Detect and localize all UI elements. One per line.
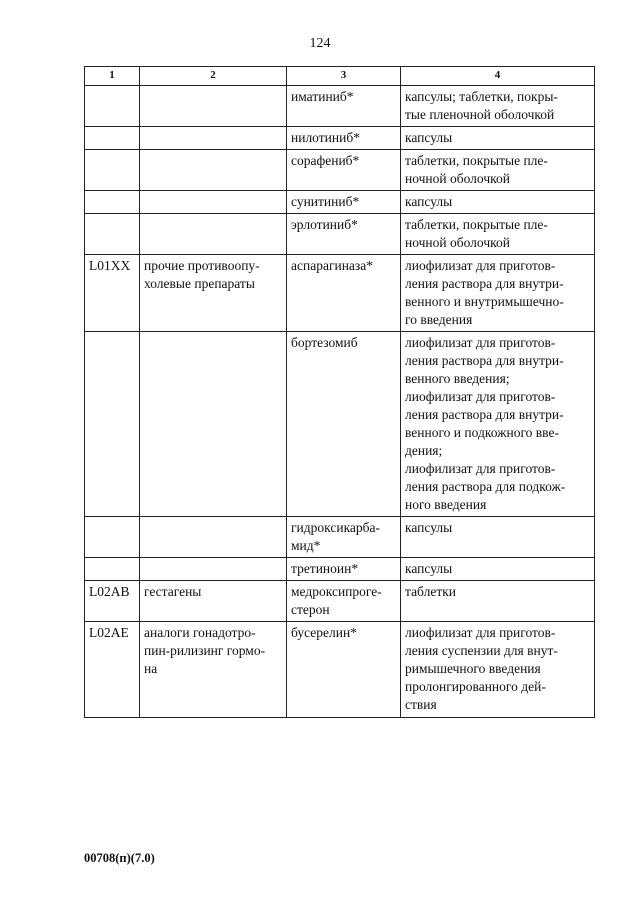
cell-group	[140, 86, 287, 127]
cell-group	[140, 332, 287, 517]
cell-drug: медроксипроге- стерон	[287, 581, 401, 622]
cell-form: лиофилизат для приготов- ления раствора для внутри- венного введения; лиофилизат для приготов- ления раствора для внутри- венного и подкожного вве- дения; лиофилизат для приготов- ления раствора для подкож- ного введения	[401, 332, 595, 517]
cell-drug: сунитиниб*	[287, 191, 401, 214]
cell-drug: сорафениб*	[287, 150, 401, 191]
column-header: 3	[287, 67, 401, 86]
cell-form: капсулы	[401, 127, 595, 150]
cell-code	[85, 191, 140, 214]
cell-code: L02AE	[85, 622, 140, 718]
cell-form: таблетки	[401, 581, 595, 622]
cell-group	[140, 127, 287, 150]
table-header-row	[85, 67, 595, 86]
cell-group	[140, 517, 287, 558]
cell-drug: третиноин*	[287, 558, 401, 581]
cell-form: таблетки, покрытые пле- ночной оболочкой	[401, 150, 595, 191]
cell-code	[85, 150, 140, 191]
table-row	[85, 127, 595, 150]
table-row	[85, 622, 595, 718]
cell-code	[85, 332, 140, 517]
cell-drug: гидроксикарба- мид*	[287, 517, 401, 558]
table-row	[85, 255, 595, 332]
cell-code	[85, 127, 140, 150]
table-row	[85, 558, 595, 581]
table-row	[85, 581, 595, 622]
document-code: 00708(п)(7.0)	[84, 851, 155, 865]
page-number: 124	[309, 36, 331, 51]
drug-table	[84, 66, 595, 718]
cell-form: капсулы	[401, 558, 595, 581]
cell-code	[85, 214, 140, 255]
table-row	[85, 517, 595, 558]
cell-form: таблетки, покрытые пле- ночной оболочкой	[401, 214, 595, 255]
table-row	[85, 150, 595, 191]
cell-group	[140, 191, 287, 214]
cell-code: L02AB	[85, 581, 140, 622]
cell-code: L01XX	[85, 255, 140, 332]
table-row	[85, 332, 595, 517]
cell-code	[85, 86, 140, 127]
cell-group: прочие противоопу- холевые препараты	[140, 255, 287, 332]
cell-code	[85, 558, 140, 581]
cell-drug: аспарагиназа*	[287, 255, 401, 332]
cell-group: аналоги гонадотро- пин-рилизинг гормо- на	[140, 622, 287, 718]
cell-drug: бусерелин*	[287, 622, 401, 718]
cell-form: капсулы	[401, 517, 595, 558]
cell-group	[140, 214, 287, 255]
cell-group	[140, 558, 287, 581]
cell-drug: эрлотиниб*	[287, 214, 401, 255]
cell-form: лиофилизат для приготов- ления раствора для внутри- венного и внутримышечно- го введения	[401, 255, 595, 332]
cell-group: гестагены	[140, 581, 287, 622]
column-header: 4	[401, 67, 595, 86]
cell-drug: иматиниб*	[287, 86, 401, 127]
table-row	[85, 191, 595, 214]
table-row	[85, 86, 595, 127]
cell-group	[140, 150, 287, 191]
cell-drug: нилотиниб*	[287, 127, 401, 150]
cell-form: лиофилизат для приготов- ления суспензии для внут- римышечного введения пролонгированного дей- ствия	[401, 622, 595, 718]
cell-form: капсулы; таблетки, покры- тые пленочной оболочкой	[401, 86, 595, 127]
column-header: 1	[85, 67, 140, 86]
column-header: 2	[140, 67, 287, 86]
cell-drug: бортезомиб	[287, 332, 401, 517]
cell-code	[85, 517, 140, 558]
table-row	[85, 214, 595, 255]
cell-form: капсулы	[401, 191, 595, 214]
